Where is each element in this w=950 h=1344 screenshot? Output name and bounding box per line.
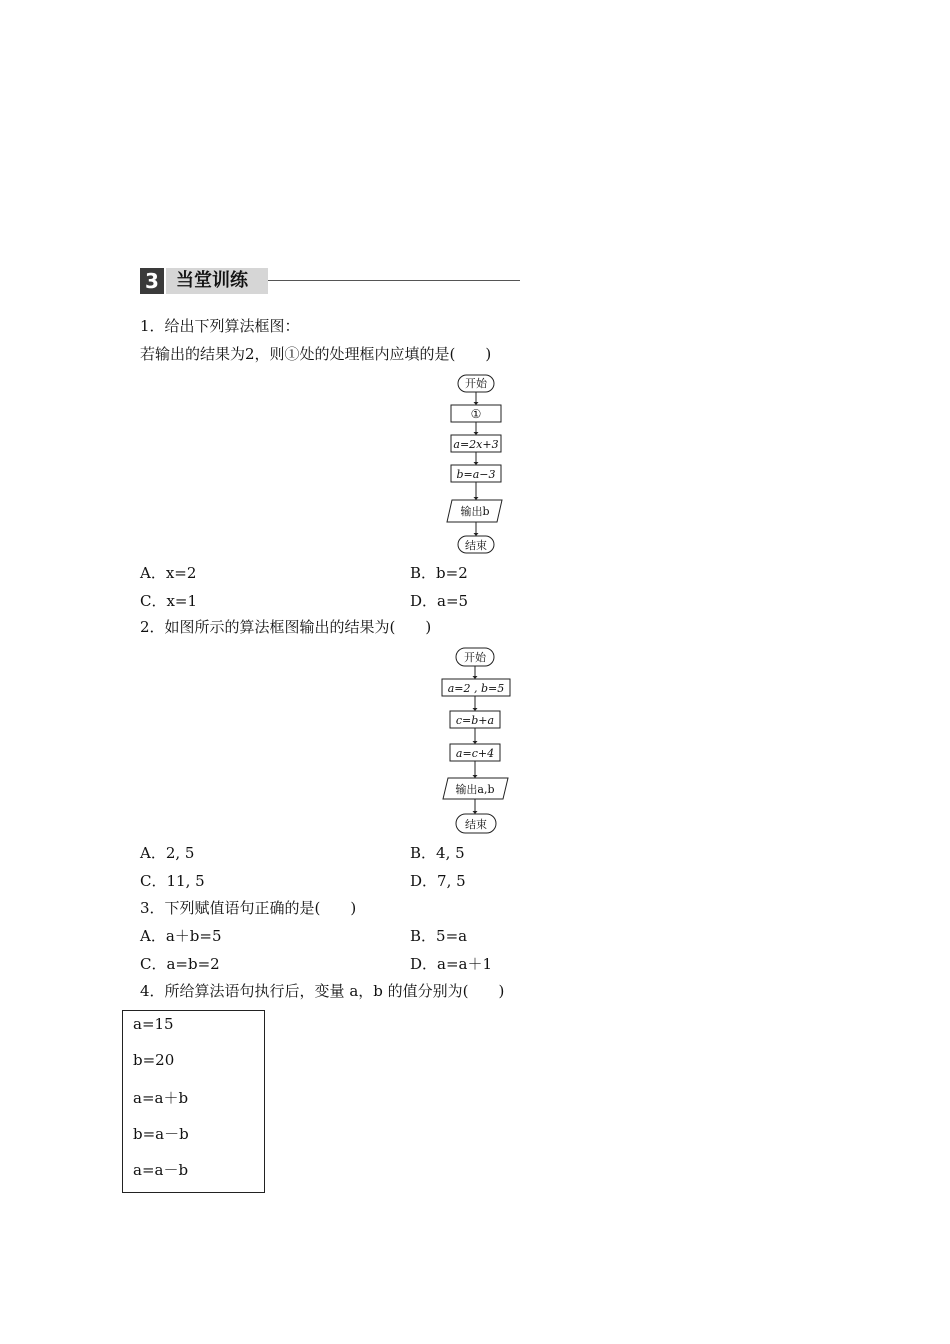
q4-code-line-1: a=15 bbox=[133, 1015, 174, 1033]
q1-flow-box2-text: a=2x+3 bbox=[453, 438, 499, 451]
q3-option-b: B．5=a bbox=[410, 927, 468, 945]
q1-flow-box3-text: b=a−3 bbox=[456, 468, 496, 481]
q1-stem-line1: 1．给出下列算法框图： bbox=[140, 317, 300, 335]
q1-option-a: A．x=2 bbox=[140, 564, 197, 582]
q1-flow-end-text: 结束 bbox=[465, 539, 487, 552]
q2-option-d: D．7, 5 bbox=[410, 872, 466, 890]
q2-option-c: C．11, 5 bbox=[140, 872, 205, 890]
q2-stem: 2．如图所示的算法框图输出的结果为( ) bbox=[140, 618, 432, 636]
q4-code-line-3: a=a＋b bbox=[133, 1089, 189, 1107]
q2-flow-box3-text: a=c+4 bbox=[455, 747, 495, 760]
q4-code-box bbox=[122, 1010, 265, 1193]
q1-option-c: C．x=1 bbox=[140, 592, 198, 610]
q2-option-b: B．4, 5 bbox=[410, 844, 465, 862]
q4-stem: 4．所给算法语句执行后，变量 a，b 的值分别为( ) bbox=[140, 982, 505, 1000]
q2-flow-start-text: 开始 bbox=[464, 651, 486, 664]
section-divider bbox=[268, 280, 520, 281]
q2-flow-end-text: 结束 bbox=[465, 818, 487, 831]
q2-flow-box1-text: a=2 , b=5 bbox=[447, 682, 505, 695]
q3-stem: 3．下列赋值语句正确的是( ) bbox=[140, 899, 357, 917]
q1-flowchart bbox=[440, 372, 520, 556]
q2-flow-box2-text: c=b+a bbox=[455, 714, 495, 727]
section-header bbox=[140, 268, 520, 294]
q2-option-a: A．2, 5 bbox=[140, 844, 195, 862]
q2-flowchart bbox=[438, 645, 518, 837]
section-title: 当堂训练 bbox=[176, 270, 248, 291]
q1-option-d: D．a=5 bbox=[410, 592, 469, 610]
q2-flow-output-text: 输出a,b bbox=[455, 783, 495, 796]
q3-option-a: A．a＋b=5 bbox=[140, 927, 222, 945]
q3-option-c: C．a=b=2 bbox=[140, 955, 220, 973]
q1-flow-output-text: 输出b bbox=[460, 505, 490, 518]
q3-option-d: D．a=a＋1 bbox=[410, 955, 493, 973]
q1-flow-box1-text: ① bbox=[470, 407, 482, 421]
q1-flow-start-text: 开始 bbox=[465, 377, 487, 390]
section-number: 3 bbox=[140, 268, 164, 294]
q4-code-line-4: b=a－b bbox=[133, 1125, 189, 1143]
q4-code-line-2: b=20 bbox=[133, 1051, 175, 1069]
q1-option-b: B．b=2 bbox=[410, 564, 468, 582]
q4-code-line-5: a=a－b bbox=[133, 1161, 189, 1179]
q1-stem-line2: 若输出的结果为2，则①处的处理框内应填的是( ) bbox=[140, 345, 492, 363]
